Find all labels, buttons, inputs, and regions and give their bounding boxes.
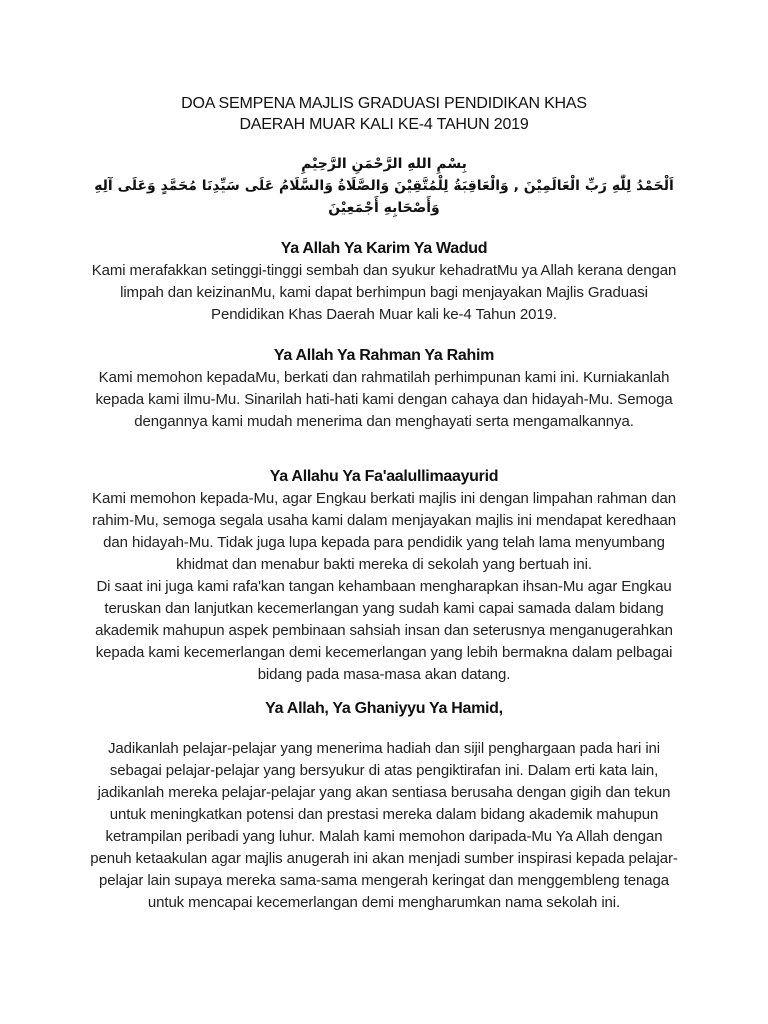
title-line-1: DOA SEMPENA MAJLIS GRADUASI PENDIDIKAN KHAS: [181, 95, 587, 112]
arabic-praise-line-2: وَأَصْحَابِهِ أَجْمَعِيْنَ: [328, 200, 440, 216]
section-paragraph: Kami memohon kepada-Mu, agar Engkau berkati majlis ini dengan limpahan rahman dan rahim-Mu, semoga segala usaha kami dalam menjayakan majlis ini mendapat keredhaan dan hidayah-Mu. Tidak juga lupa kepada para pendidik yang telah lama menyumbang khidmat dan menabur bakti mereka di sekolah yang bertuah ini.: [92, 490, 676, 573]
prayer-section-2: [90, 345, 678, 433]
section-paragraph-continued: Di saat ini juga kami rafa'kan tangan kehambaan mengharapkan ihsan-Mu agar Engkau teruskan dan lanjutkan kecemerlangan yang sudah kami capai samada dalam bidang akademik mahupun aspek pembinaan sahsiah insan dan seterusnya menganugerahkan kepada kami kecemerlangan demi kecemerlangan yang lebih bermakna dalam pelbagai bidang pada masa-masa akan datang.: [95, 578, 673, 683]
basmalah: بِسْمِ اللهِ الرَّحْمَنِ الرَّحِيْمِ: [301, 156, 467, 172]
section-heading: Ya Allah Ya Rahman Ya Rahim: [273, 347, 495, 364]
section-paragraph: Jadikanlah pelajar-pelajar yang menerima hadiah dan sijil penghargaan pada hari ini sebagai pelajar-pelajar yang bersyukur di atas pengiktirafan ini. Dalam erti kata lain, jadikanlah mereka pelajar-pelajar yang akan sentiasa berusaha dengan gigih dan tekun untuk meningkatkan potensi dan prestasi mereka dalam bidang akademik mahupun ketrampilan peribadi yang luhur. Malah kami memohon daripada-Mu Ya Allah dengan penuh ketaakulan agar majlis anugerah ini akan menjadi sumber inspirasi kepada pelajar-pelajar lain supaya mereka sama-sama mengerah keringat dan menggembleng tenaga untuk mencapai kecemerlangan demi mengharumkan nama sekolah ini.: [90, 740, 678, 911]
prayer-section-3: [90, 466, 678, 686]
document-title: [0, 93, 768, 135]
section-heading: Ya Allah Ya Karim Ya Wadud: [280, 240, 488, 257]
section-paragraph: Kami merafakkan setinggi-tinggi sembah dan syukur kehadratMu ya Allah kerana dengan limpah dan keizinanMu, kami dapat berhimpun bagi menjayakan Majlis Graduasi Pendidikan Khas Daerah Muar kali ke-4 Tahun 2019.: [91, 262, 677, 323]
section-paragraph: Kami memohon kepadaMu, berkati dan rahmatilah perhimpunan kami ini. Kurniakanlah kepada kami ilmu-Mu. Sinarilah hati-hati kami dengan cahaya dan hidayah-Mu. Semoga dengannya kami mudah menerima dan menghayati serta mengamalkannya.: [95, 369, 673, 430]
prayer-section-4-body: [90, 738, 678, 914]
title-line-2: DAERAH MUAR KALI KE-4 TAHUN 2019: [239, 116, 529, 133]
arabic-opening: [90, 153, 678, 219]
prayer-section-4-heading: [90, 698, 678, 720]
section-heading: Ya Allah, Ya Ghaniyyu Ya Hamid,: [265, 700, 503, 717]
arabic-praise-line-1: اَلْحَمْدُ لِلّٰهِ رَبِّ الْعَالَمِيْنَ , وَالْعَاقِبَةُ لِلْمُتَّقِيْنَ وَالصَّلَاةُ وَالسَّلَامُ عَلَى سَيِّدِنَا مُحَمَّدٍ وَعَلَى آلِهِ: [94, 178, 674, 194]
prayer-section-1: [90, 238, 678, 326]
section-heading: Ya Allahu Ya Fa'aalullimaayurid: [269, 468, 499, 485]
